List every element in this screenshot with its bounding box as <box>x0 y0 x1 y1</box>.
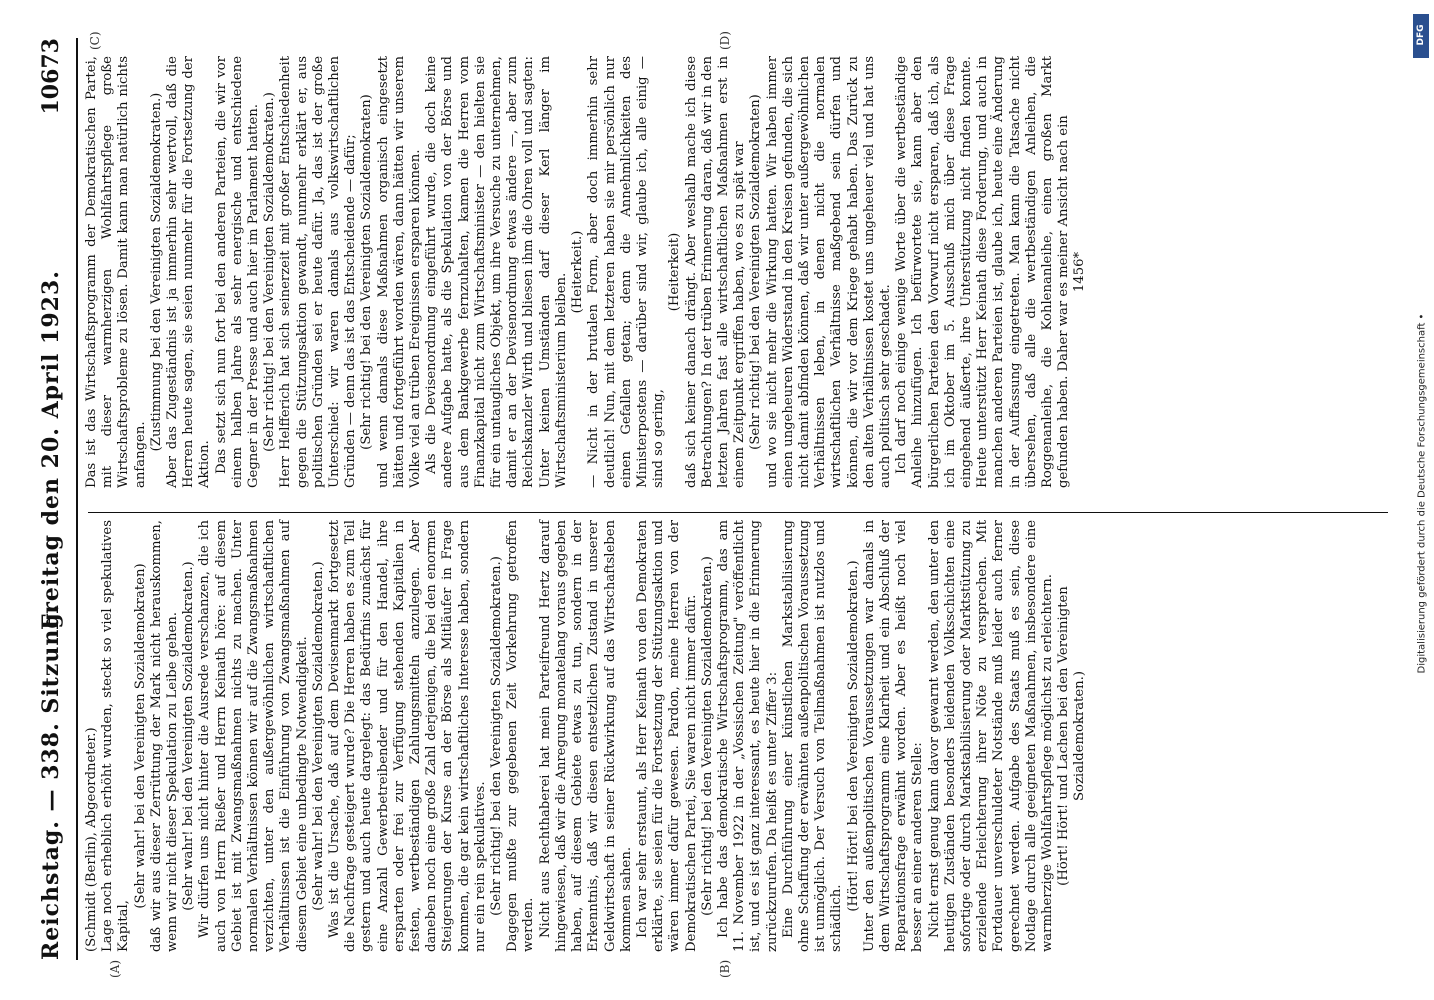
margin-mark-a: (A) <box>108 959 122 978</box>
column-divider <box>88 512 1388 513</box>
paragraph: daß wir aus dieser Zerrüttung der Mark nicht herauskommen, wenn wir nicht dieser Spekulation zu Leibe gehen. <box>148 520 181 952</box>
header-session: Reichstag. — 338. Sitzung. <box>38 603 64 960</box>
paragraph: Unter den außenpolitischen Voraussetzungen war damals in dem Wirtschaftsprogramm eine Klarheit und ein Abschluß der Reparationsfrage erwähnt worden. Aber es heißt noch viel besser an einer anderen Stelle: <box>861 520 926 952</box>
right-column <box>84 56 1089 488</box>
digitization-credit <box>1412 8 1430 992</box>
header-date: Freitag den 20. April 1923. <box>38 270 64 630</box>
interjection: (Sehr richtig! bei den Vereinigten Sozialdemokraten.) <box>699 556 715 916</box>
interjection: (Heiterkeit) <box>667 232 683 312</box>
header-page-number: 10673 <box>38 38 64 115</box>
interjection: (Sehr wahr! bei den Vereinigten Sozialdemokraten.) <box>310 561 326 911</box>
interjection: (Heiterkeit.) <box>570 230 586 314</box>
paragraph: Aber das Zugeständnis ist ja immerhin sehr wertvoll, daß die Herren heute sagen, sie seien nunmehr für die Fortsetzung der Aktion. <box>165 56 213 488</box>
paragraph: und wo sie nicht mehr die Wirkung hatten. Wir haben immer einen ungeheuren Widerstand in den Kreisen gefunden, die sich nicht damit abfinden können, daß wir unter außergewöhnlichen Verhältnissen leben, in denen nicht die normalen wirtschaftlichen Verhältnisse maßgebend sein dürfen und können, die wir vor dem Kriege gehabt haben. Das Zurück zu den alten Verhältnissen kostet uns ungeheuer viel und hat uns auch politisch sehr geschadet. <box>764 56 893 488</box>
margin-mark-c: (C) <box>88 31 102 50</box>
paragraph: Herr Helfferich hat sich seinerzeit mit großer Entschiedenheit gegen die Stützungsaktion gewandt, nunmehr erklärt er, aus politischen Gründen sei er heute dafür. Ja, das ist der große Unterschied: wir waren damals aus volkswirtschaftlichen Gründen — denn das ist das Entscheidende — dafür; <box>278 56 359 488</box>
paragraph: — Nicht in der brutalen Form, aber doch immerhin sehr deutlich! Nun, mit dem letzteren haben sie mir persönlich nur einen Gefallen getan; denn die Annehmlichkeiten des Ministerpostens — darüber sind wir, glaube ich, alle einig — sind so gering, <box>586 56 667 488</box>
header-rule <box>76 38 78 960</box>
paragraph: Ich darf noch einige wenige Worte über die wertbeständige Anleihe hinzufügen. Ich befürwortete sie, kann aber den bürgerlichen Parteien den Vorwurf nicht ersparen, daß ich, als ich im Oktober im 5. Ausschuß mich über diese Frage eingehend äußerte, ihre Unterstützung nicht finden konnte. Heute unterstützt Herr Keinath diese Forderung, und auch in manchen anderen Parteien ist, glaube ich, heute eine Änderung in der Auffassung eingetreten. Man kann die Tatsache nicht übersehen, daß alle die wertbeständigen Anleihen, die Roggenanleihe, die Kohlenanleihe, einen großen Markt gefunden haben. Daher war es meiner Ansicht nach ein <box>894 56 1072 488</box>
left-column <box>84 520 1089 952</box>
interjection: (Sehr richtig! bei den Vereinigten Sozialdemokraten.) <box>489 556 505 916</box>
interjection: (Sehr richtig! bei den Vereinigten Sozialdemokraten) <box>748 94 764 450</box>
interjection: (Zustimmung bei den Vereinigten Sozialdemokraten.) <box>148 92 164 452</box>
paragraph: Lage noch erheblich erhöht wurden, steckt so viel spekulatives Kapital, <box>100 520 132 952</box>
quotation: Eine Durchführung einer künstlichen Markstabilisierung ohne Schaffung der erwähnten außenpolitischen Voraussetzung ist unmöglich. Der Versuch von Teilmaßnahmen ist nutzlos und schädlich. <box>780 520 845 952</box>
paragraph: Ich war sehr erstaunt, als Herr Keinath von den Demokraten erklärte, sie seien für die Fortsetzung der Stützungsaktion und wären immer dafür gewesen. Pardon, meine Herren von der Demokratischen Partei, Sie waren nicht immer dafür. <box>634 520 699 952</box>
speaker-line: (Schmidt (Berlin), Abgeordneter.) <box>84 727 99 952</box>
paragraph: daß sich keiner danach drängt. Aber weshalb mache ich diese Betrachtungen? In der trüben Erinnerung daran, daß wir in den letzten Jahren fast alle wirtschaftlichen Maßnahmen erst in einem Zeitpunkt ergriffen haben, wo es zu spät war <box>683 56 748 488</box>
margin-mark-b: (B) <box>718 959 732 978</box>
paragraph: Das ist das Wirtschaftsprogramm der Demokratischen Partei, mit dieser warmherzigen Wohlfahrtspflege große Wirtschaftsprobleme zu lösen. Damit kann man natürlich nichts anfangen. <box>84 56 148 488</box>
paragraph: Dagegen mußte zur gegebenen Zeit Vorkehrung getroffen werden. <box>505 520 537 952</box>
interjection: (Sehr richtig! bei den Vereinigten Sozialdemokraten) <box>359 94 375 450</box>
quotation: Nicht ernst genug kann davor gewarnt werden, den unter den heutigen Zuständen besonders leidenden Volksschichten eine sofortige oder durch Markstabilisierung oder Marktstützung zu erzielende Erleichterung ihrer Nöte zu versprechen. Mit Fortdauer unverschuldeter Notstände muß leider auch ferner gerechnet werden. Aufgabe des Staats muß es sein, diese Notlage durch alle geeigneten Maßnahmen, insbesondere eine warmherzige Wohlfahrtspflege möglichst zu erleichtern. <box>926 520 1055 952</box>
paragraph: Was ist die Ursache, daß auf dem Devisenmarkt fortgesetzt die Nachfrage gesteigert wurde? Die Herren haben es zum Teil gestern und auch heute dargelegt: das Bedürfnis zunächst für eine Anzahl Gewerbetreibender und für den Handel, ihre ersparten oder frei zur Verfügung stehenden Kapitalien in festen, wertbeständigen Zahlungsmitteln anzulegen. Aber daneben noch eine große Zahl derjenigen, die bei den enormen Steigerungen der Kurse an der Börse als Mitläufer in Frage kommen, die gar kein wirtschaftliches Interesse haben, sondern nur ein rein spekulatives. <box>327 520 488 952</box>
interjection: (Sehr richtig! bei den Vereinigten Sozialdemokraten.) <box>262 92 278 452</box>
interjection: (Hört! Hört! und Lachen bei den Vereinigten Sozialdemokraten.) <box>1056 586 1088 886</box>
paragraph: Ich habe das demokratische Wirtschaftsprogramm, das am 11. November 1922 in der „Vossischen Zeitung" veröffentlicht ist, und es ist ganz interessant, es heute hier in die Erinnerung zurückzurufen. Da heißt es unter Ziffer 3: <box>715 520 780 952</box>
paragraph: Das setzt sich nun fort bei den anderen Parteien, die wir vor einem halben Jahre als sehr energische und entschiedene Gegner in der Presse und auch hier im Parlament hatten. <box>213 56 262 488</box>
credit-text: Digitalisierung gefördert durch die Deutsche Forschungsgemeinschaft • <box>1416 313 1428 674</box>
paragraph: und wenn damals diese Maßnahmen organisch eingesetzt hätten und fortgeführt worden wären, dann hätten wir unserem Volke viel an trüben Ereignissen ersparen können. <box>375 56 424 488</box>
paragraph: Als die Devisenordnung eingeführt wurde, die doch keine andere Aufgabe hatte, als die Spekulation von der Börse und aus dem Bankgewerbe fernzuhalten, kamen die Herren vom Finanzkapital nicht zum Wirtschaftsminister — den hielten sie für ein untaugliches Objekt, um ihre Versuche zu unternehmen, damit er an der Devisenordnung etwas ändere —, aber zum Reichskanzler Wirth und bliesen ihm die Ohren voll und sagten: Unter keinen Umständen darf dieser Kerl länger im Wirtschaftsministerium bleiben. <box>424 56 569 488</box>
interjection: (Sehr wahr! bei den Vereinigten Sozialdemokraten) <box>132 563 148 909</box>
page-header <box>38 38 74 960</box>
interjection: (Sehr wahr! bei den Vereinigten Sozialdemokraten.) <box>181 561 197 911</box>
paragraph: Wir dürfen uns nicht hinter die Ausrede verschanzen, die ich auch von Herrn Rießer und Herrn Keinath höre: auf diesem Gebiet ist mit Zwangsmaßnahmen nichts zu machen. Unter normalen Verhältnissen können wir auf die Zwangsmaßnahmen verzichten, unter den außergewöhnlichen wirtschaftlichen Verhältnissen ist die Einführung von Zwangsmaßnahmen auf diesem Gebiet eine unbedingte Notwendigkeit. <box>197 520 310 952</box>
signature-mark: 1456* <box>1072 251 1088 293</box>
paragraph: Nicht aus Rechthaberei hat mein Parteifreund Hertz darauf hingewiesen, daß wir die Anregung monatelang voraus gegeben haben, auf diesem Gebiete etwas zu tun, sondern in der Erkenntnis, daß wir diesen entsetzlichen Zustand in unserer Geldwirtschaft in seiner Rückwirkung auf das Wirtschaftsleben kommen sahen. <box>537 520 634 952</box>
margin-mark-d: (D) <box>718 31 732 50</box>
dfg-logo: DFG <box>1413 14 1429 58</box>
interjection: (Hört! Hört! bei den Vereinigten Sozialdemokraten.) <box>845 560 861 912</box>
